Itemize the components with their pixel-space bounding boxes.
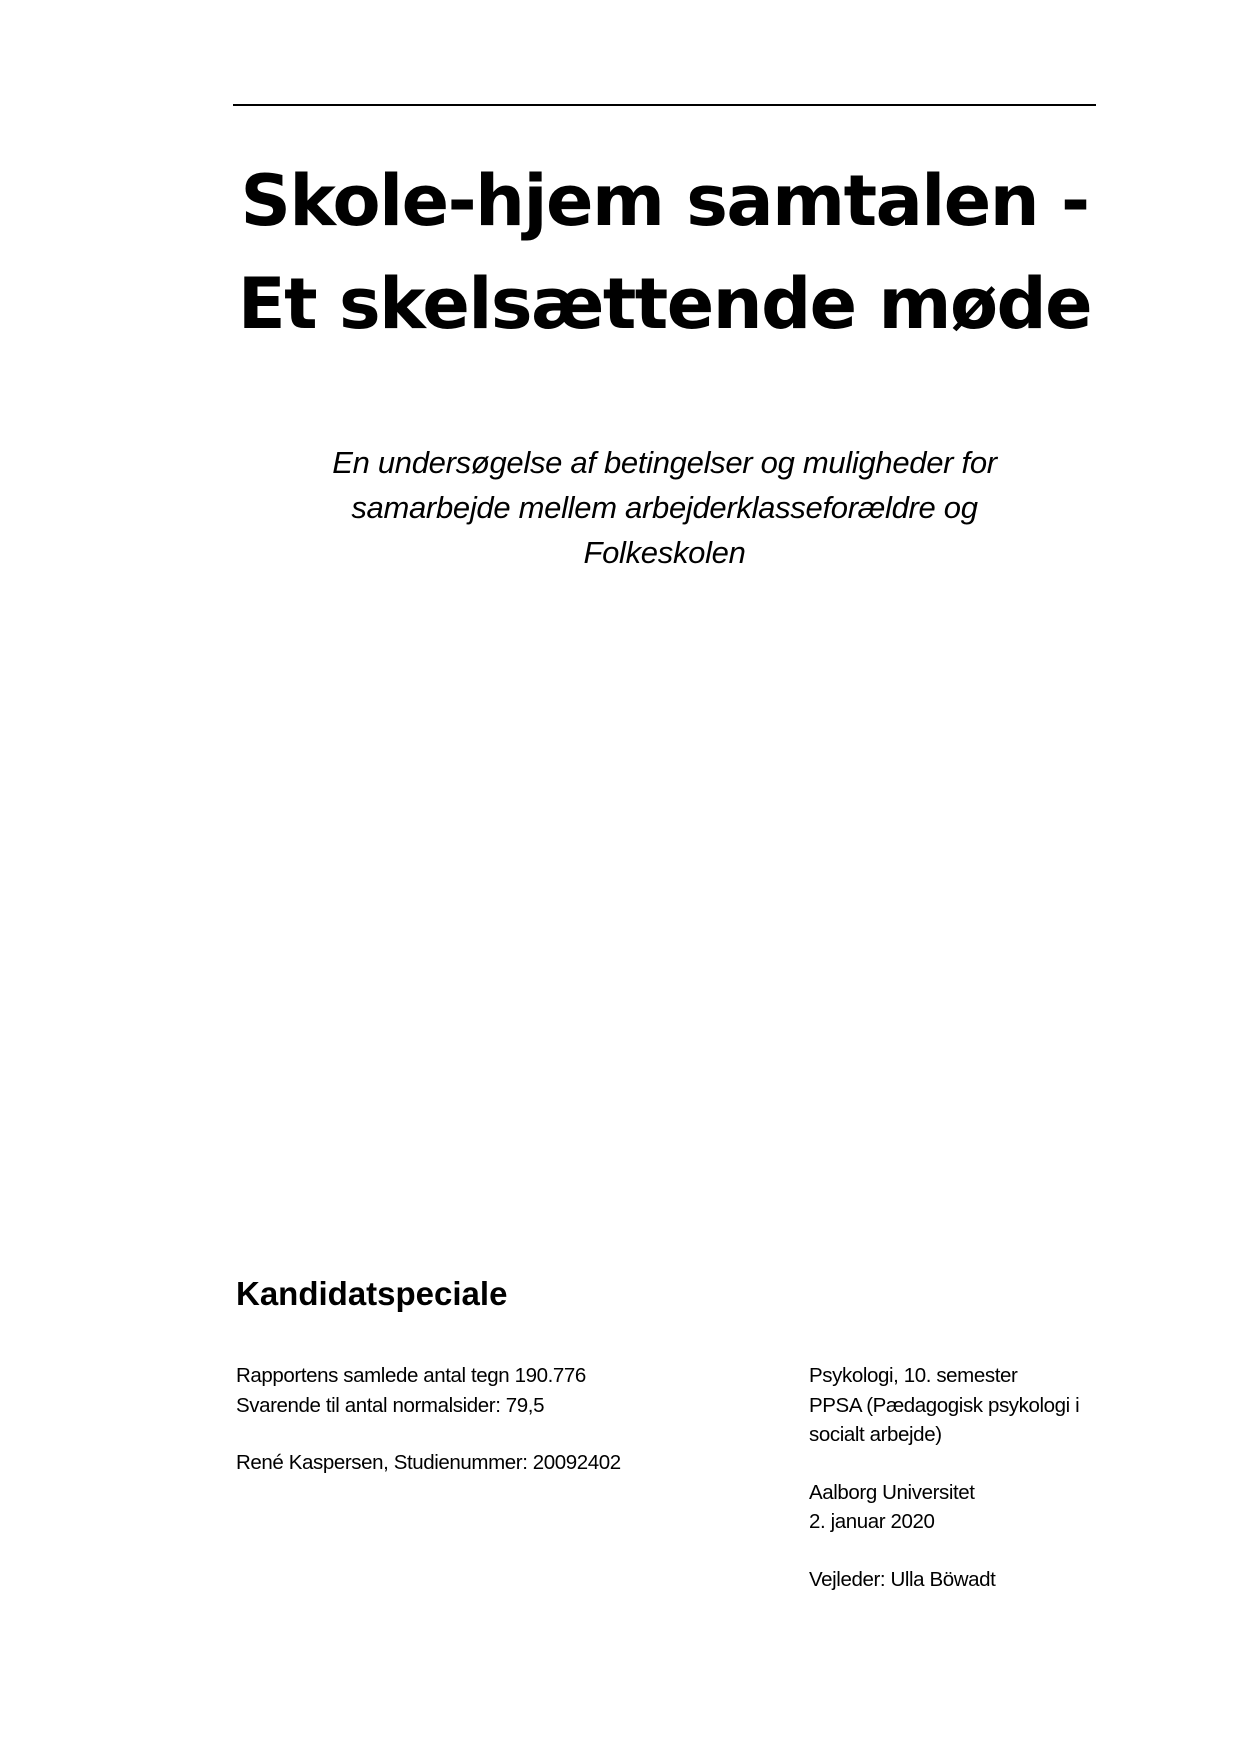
subtitle-line-1: En undersøgelse af betingelser og muligheder for [332, 445, 997, 480]
report-info-block [236, 1361, 621, 1478]
spacer [809, 1450, 1079, 1478]
author-student-number: René Kaspersen, Studienummer: 20092402 [236, 1451, 621, 1474]
supervisor: Vejleder: Ulla Böwadt [809, 1567, 996, 1591]
spacer [236, 1420, 621, 1448]
subtitle-line-3: Folkeskolen [583, 535, 746, 570]
submission-date: 2. januar 2020 [809, 1510, 935, 1533]
title-line-1: Skole-hjem samtalen - [240, 160, 1089, 242]
spacer [809, 1537, 1079, 1565]
normal-pages-count: Svarende til antal normalsider: 79,5 [236, 1393, 545, 1417]
university-name: Aalborg Universitet [809, 1480, 975, 1504]
specialization-line-2: socialt arbejde) [809, 1423, 942, 1446]
document-subtitle [233, 440, 1096, 575]
specialization-line-1: PPSA (Pædagogisk psykologi i [809, 1393, 1080, 1417]
subtitle-line-2: samarbejde mellem arbejderklasseforældre og [351, 490, 978, 525]
program-semester: Psykologi, 10. semester [809, 1364, 1018, 1387]
document-type-heading: Kandidatspeciale [236, 1275, 508, 1312]
title-line-2: Et skelsættende møde [237, 263, 1092, 345]
top-horizontal-rule [233, 104, 1096, 106]
academic-info-block [809, 1361, 1079, 1594]
character-count: Rapportens samlede antal tegn 190.776 [236, 1364, 586, 1387]
document-title [233, 150, 1096, 356]
